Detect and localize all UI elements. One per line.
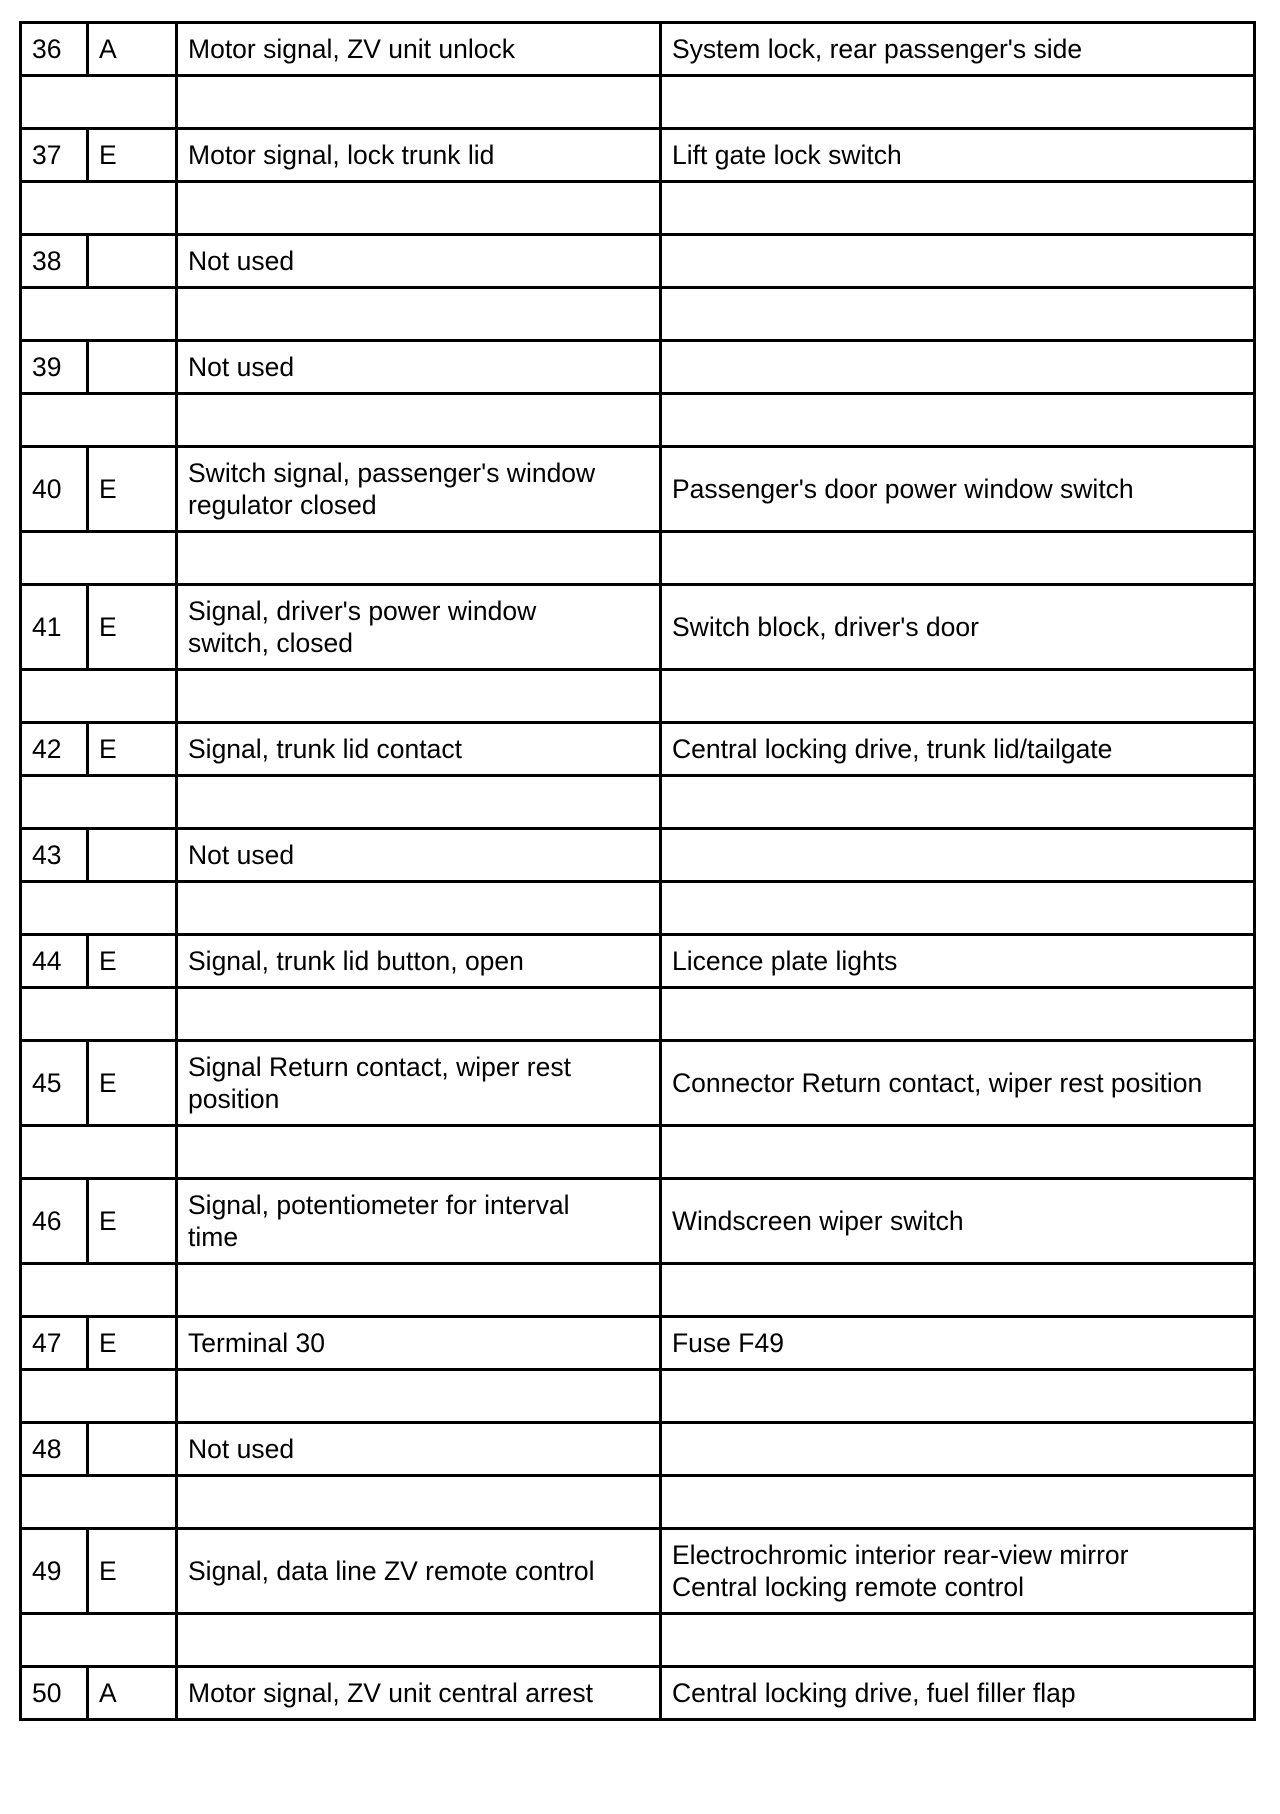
- table-row: [21, 829, 1255, 882]
- component-cell: [661, 1423, 1255, 1476]
- pin-number-cell: 37: [21, 129, 88, 182]
- io-type-cell: E: [88, 1179, 177, 1264]
- table-row: [21, 1179, 1255, 1264]
- spacer-row: [21, 1614, 1255, 1667]
- signal-cell: Signal Return contact, wiper rest position: [177, 1041, 661, 1126]
- spacer-cell: [661, 882, 1255, 935]
- signal-cell: Not used: [177, 235, 661, 288]
- spacer-cell: [21, 394, 177, 447]
- spacer-row: [21, 182, 1255, 235]
- table-row: [21, 723, 1255, 776]
- spacer-cell: [177, 182, 661, 235]
- pin-number-cell: 50: [21, 1667, 88, 1720]
- table-row: [21, 1423, 1255, 1476]
- pin-assignment-table: [19, 21, 1256, 1721]
- signal-cell: Signal, potentiometer for interval time: [177, 1179, 661, 1264]
- signal-cell: Motor signal, lock trunk lid: [177, 129, 661, 182]
- spacer-row: [21, 988, 1255, 1041]
- pin-number-cell: 36: [21, 23, 88, 76]
- spacer-cell: [21, 1264, 177, 1317]
- spacer-row: [21, 394, 1255, 447]
- spacer-cell: [21, 288, 177, 341]
- pin-number-cell: 48: [21, 1423, 88, 1476]
- spacer-cell: [661, 1126, 1255, 1179]
- signal-cell: Signal, trunk lid button, open: [177, 935, 661, 988]
- spacer-cell: [661, 1614, 1255, 1667]
- pin-number-cell: 47: [21, 1317, 88, 1370]
- signal-cell: Not used: [177, 829, 661, 882]
- pin-table-body: [21, 23, 1255, 1720]
- component-cell: Central locking drive, trunk lid/tailgate: [661, 723, 1255, 776]
- spacer-row: [21, 288, 1255, 341]
- signal-cell: Terminal 30: [177, 1317, 661, 1370]
- spacer-cell: [661, 288, 1255, 341]
- component-cell: System lock, rear passenger's side: [661, 23, 1255, 76]
- spacer-cell: [21, 532, 177, 585]
- pin-number-cell: 43: [21, 829, 88, 882]
- spacer-row: [21, 532, 1255, 585]
- signal-cell: Motor signal, ZV unit central arrest: [177, 1667, 661, 1720]
- spacer-row: [21, 776, 1255, 829]
- spacer-cell: [661, 182, 1255, 235]
- signal-cell: Switch signal, passenger's window regulator closed: [177, 447, 661, 532]
- table-row: [21, 1667, 1255, 1720]
- spacer-cell: [21, 670, 177, 723]
- signal-cell: Signal, trunk lid contact: [177, 723, 661, 776]
- table-row: [21, 447, 1255, 532]
- io-type-cell: [88, 1423, 177, 1476]
- component-cell: [661, 235, 1255, 288]
- signal-cell: Not used: [177, 1423, 661, 1476]
- io-type-cell: E: [88, 129, 177, 182]
- spacer-cell: [661, 1370, 1255, 1423]
- table-row: [21, 1317, 1255, 1370]
- signal-cell: Motor signal, ZV unit unlock: [177, 23, 661, 76]
- pin-number-cell: 44: [21, 935, 88, 988]
- spacer-cell: [21, 1614, 177, 1667]
- spacer-row: [21, 1264, 1255, 1317]
- spacer-cell: [661, 394, 1255, 447]
- spacer-cell: [661, 76, 1255, 129]
- pin-number-cell: 49: [21, 1529, 88, 1614]
- component-cell: [661, 341, 1255, 394]
- spacer-row: [21, 1476, 1255, 1529]
- component-cell: Fuse F49: [661, 1317, 1255, 1370]
- signal-cell: Not used: [177, 341, 661, 394]
- component-cell: Connector Return contact, wiper rest position: [661, 1041, 1255, 1126]
- table-row: [21, 935, 1255, 988]
- component-cell: Passenger's door power window switch: [661, 447, 1255, 532]
- spacer-cell: [177, 76, 661, 129]
- component-cell: [661, 829, 1255, 882]
- pin-number-cell: 39: [21, 341, 88, 394]
- spacer-cell: [661, 1264, 1255, 1317]
- pin-number-cell: 46: [21, 1179, 88, 1264]
- component-cell: Licence plate lights: [661, 935, 1255, 988]
- spacer-cell: [177, 1264, 661, 1317]
- spacer-cell: [177, 670, 661, 723]
- io-type-cell: E: [88, 1041, 177, 1126]
- spacer-cell: [661, 670, 1255, 723]
- spacer-row: [21, 1126, 1255, 1179]
- component-cell: Switch block, driver's door: [661, 585, 1255, 670]
- io-type-cell: [88, 341, 177, 394]
- spacer-cell: [21, 776, 177, 829]
- spacer-row: [21, 670, 1255, 723]
- spacer-cell: [177, 1476, 661, 1529]
- component-cell: Windscreen wiper switch: [661, 1179, 1255, 1264]
- table-row: [21, 23, 1255, 76]
- pin-number-cell: 42: [21, 723, 88, 776]
- signal-cell: Signal, data line ZV remote control: [177, 1529, 661, 1614]
- spacer-cell: [21, 882, 177, 935]
- table-row: [21, 1529, 1255, 1614]
- spacer-cell: [177, 1370, 661, 1423]
- io-type-cell: E: [88, 1529, 177, 1614]
- table-row: [21, 341, 1255, 394]
- spacer-cell: [21, 1126, 177, 1179]
- pin-number-cell: 41: [21, 585, 88, 670]
- signal-cell: Signal, driver's power window switch, closed: [177, 585, 661, 670]
- io-type-cell: E: [88, 447, 177, 532]
- spacer-cell: [21, 182, 177, 235]
- spacer-cell: [177, 776, 661, 829]
- pin-number-cell: 40: [21, 447, 88, 532]
- spacer-cell: [21, 1476, 177, 1529]
- table-row: [21, 1041, 1255, 1126]
- spacer-cell: [177, 882, 661, 935]
- spacer-cell: [177, 532, 661, 585]
- spacer-cell: [21, 1370, 177, 1423]
- spacer-row: [21, 1370, 1255, 1423]
- spacer-cell: [661, 988, 1255, 1041]
- spacer-cell: [21, 76, 177, 129]
- spacer-cell: [177, 988, 661, 1041]
- io-type-cell: E: [88, 585, 177, 670]
- component-cell: Electrochromic interior rear-view mirror Central locking remote control: [661, 1529, 1255, 1614]
- spacer-cell: [177, 1126, 661, 1179]
- table-row: [21, 585, 1255, 670]
- spacer-cell: [661, 1476, 1255, 1529]
- spacer-cell: [177, 288, 661, 341]
- io-type-cell: A: [88, 1667, 177, 1720]
- spacer-cell: [21, 988, 177, 1041]
- spacer-row: [21, 76, 1255, 129]
- table-row: [21, 129, 1255, 182]
- spacer-row: [21, 882, 1255, 935]
- io-type-cell: E: [88, 1317, 177, 1370]
- io-type-cell: A: [88, 23, 177, 76]
- table-row: [21, 235, 1255, 288]
- component-cell: Central locking drive, fuel filler flap: [661, 1667, 1255, 1720]
- io-type-cell: [88, 829, 177, 882]
- io-type-cell: E: [88, 935, 177, 988]
- spacer-cell: [177, 1614, 661, 1667]
- spacer-cell: [661, 776, 1255, 829]
- io-type-cell: [88, 235, 177, 288]
- component-cell: Lift gate lock switch: [661, 129, 1255, 182]
- pin-number-cell: 38: [21, 235, 88, 288]
- io-type-cell: E: [88, 723, 177, 776]
- spacer-cell: [177, 394, 661, 447]
- spacer-cell: [661, 532, 1255, 585]
- pin-number-cell: 45: [21, 1041, 88, 1126]
